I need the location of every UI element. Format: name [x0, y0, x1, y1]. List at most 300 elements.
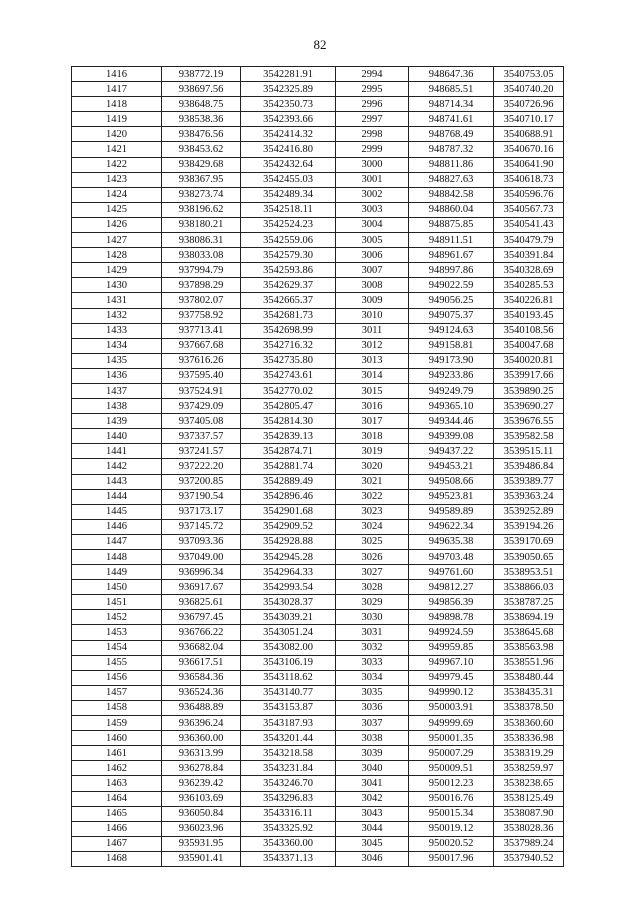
y-coordinate-right: 3538259.97	[494, 761, 564, 776]
point-number-right: 3007	[336, 263, 409, 278]
point-number-right: 3035	[336, 685, 409, 700]
y-coordinate-left: 3542629.37	[241, 278, 336, 293]
point-number-right: 3046	[336, 851, 409, 866]
x-coordinate-left: 938196.62	[162, 202, 241, 217]
y-coordinate-right: 3540328.69	[494, 263, 564, 278]
y-coordinate-left: 3543118.62	[241, 670, 336, 685]
coordinates-table-body	[72, 67, 564, 867]
y-coordinate-right: 3539917.66	[494, 368, 564, 383]
y-coordinate-right: 3538866.03	[494, 580, 564, 595]
table-row	[72, 293, 564, 308]
point-number-left: 1430	[72, 278, 162, 293]
y-coordinate-left: 3543246.70	[241, 776, 336, 791]
x-coordinate-left: 935901.41	[162, 851, 241, 866]
x-coordinate-left: 937524.91	[162, 383, 241, 398]
x-coordinate-right: 948860.04	[409, 202, 494, 217]
y-coordinate-right: 3539676.55	[494, 414, 564, 429]
point-number-left: 1452	[72, 610, 162, 625]
point-number-right: 3001	[336, 172, 409, 187]
y-coordinate-left: 3543325.92	[241, 821, 336, 836]
table-row	[72, 353, 564, 368]
y-coordinate-right: 3540108.56	[494, 323, 564, 338]
table-row	[72, 836, 564, 851]
y-coordinate-right: 3540670.16	[494, 142, 564, 157]
y-coordinate-right: 3538563.98	[494, 640, 564, 655]
y-coordinate-left: 3542839.13	[241, 429, 336, 444]
x-coordinate-right: 949979.45	[409, 670, 494, 685]
x-coordinate-right: 948997.86	[409, 263, 494, 278]
x-coordinate-left: 937994.79	[162, 263, 241, 278]
table-row	[72, 187, 564, 202]
x-coordinate-right: 949990.12	[409, 685, 494, 700]
x-coordinate-right: 949999.69	[409, 716, 494, 731]
point-number-right: 3039	[336, 746, 409, 761]
y-coordinate-left: 3542896.46	[241, 489, 336, 504]
table-row	[72, 338, 564, 353]
x-coordinate-right: 950007.29	[409, 746, 494, 761]
x-coordinate-right: 949508.66	[409, 474, 494, 489]
table-row	[72, 625, 564, 640]
point-number-right: 3042	[336, 791, 409, 806]
point-number-left: 1440	[72, 429, 162, 444]
x-coordinate-left: 937222.20	[162, 459, 241, 474]
point-number-right: 3017	[336, 414, 409, 429]
point-number-left: 1459	[72, 716, 162, 731]
x-coordinate-left: 938538.36	[162, 112, 241, 127]
point-number-left: 1428	[72, 248, 162, 263]
point-number-left: 1453	[72, 625, 162, 640]
table-row	[72, 519, 564, 534]
x-coordinate-right: 949344.46	[409, 414, 494, 429]
x-coordinate-right: 948647.36	[409, 67, 494, 82]
x-coordinate-left: 938476.56	[162, 127, 241, 142]
point-number-right: 3024	[336, 519, 409, 534]
y-coordinate-left: 3542945.28	[241, 550, 336, 565]
y-coordinate-right: 3540226.81	[494, 293, 564, 308]
point-number-left: 1455	[72, 655, 162, 670]
point-number-right: 3010	[336, 308, 409, 323]
x-coordinate-right: 948961.67	[409, 248, 494, 263]
point-number-right: 3044	[336, 821, 409, 836]
table-row	[72, 323, 564, 338]
x-coordinate-right: 949898.78	[409, 610, 494, 625]
table-row	[72, 383, 564, 398]
y-coordinate-right: 3539389.77	[494, 474, 564, 489]
y-coordinate-right: 3538694.19	[494, 610, 564, 625]
y-coordinate-right: 3540641.90	[494, 157, 564, 172]
y-coordinate-right: 3539252.89	[494, 504, 564, 519]
x-coordinate-right: 949437.22	[409, 444, 494, 459]
y-coordinate-right: 3538953.51	[494, 565, 564, 580]
point-number-left: 1447	[72, 534, 162, 549]
y-coordinate-left: 3543296.83	[241, 791, 336, 806]
point-number-right: 3021	[336, 474, 409, 489]
point-number-left: 1426	[72, 217, 162, 232]
y-coordinate-right: 3538125.49	[494, 791, 564, 806]
x-coordinate-right: 950015.34	[409, 806, 494, 821]
x-coordinate-right: 948741.61	[409, 112, 494, 127]
table-row	[72, 565, 564, 580]
y-coordinate-right: 3540541.43	[494, 217, 564, 232]
x-coordinate-right: 950016.76	[409, 791, 494, 806]
x-coordinate-right: 950009.51	[409, 761, 494, 776]
point-number-left: 1441	[72, 444, 162, 459]
y-coordinate-left: 3543316.11	[241, 806, 336, 821]
table-row	[72, 550, 564, 565]
x-coordinate-left: 938273.74	[162, 187, 241, 202]
x-coordinate-right: 948811.86	[409, 157, 494, 172]
y-coordinate-right: 3540193.45	[494, 308, 564, 323]
table-row	[72, 580, 564, 595]
x-coordinate-left: 937667.68	[162, 338, 241, 353]
y-coordinate-left: 3542518.11	[241, 202, 336, 217]
point-number-left: 1419	[72, 112, 162, 127]
x-coordinate-right: 950001.35	[409, 731, 494, 746]
y-coordinate-right: 3538645.68	[494, 625, 564, 640]
x-coordinate-right: 948714.34	[409, 97, 494, 112]
x-coordinate-left: 936313.99	[162, 746, 241, 761]
x-coordinate-left: 936023.96	[162, 821, 241, 836]
point-number-left: 1444	[72, 489, 162, 504]
point-number-right: 3045	[336, 836, 409, 851]
x-coordinate-right: 950012.23	[409, 776, 494, 791]
point-number-right: 3015	[336, 383, 409, 398]
point-number-left: 1418	[72, 97, 162, 112]
table-row	[72, 172, 564, 187]
y-coordinate-left: 3543231.84	[241, 761, 336, 776]
x-coordinate-right: 949959.85	[409, 640, 494, 655]
point-number-right: 3018	[336, 429, 409, 444]
point-number-left: 1420	[72, 127, 162, 142]
x-coordinate-left: 938648.75	[162, 97, 241, 112]
table-row	[72, 851, 564, 866]
y-coordinate-right: 3539690.27	[494, 399, 564, 414]
x-coordinate-right: 950017.96	[409, 851, 494, 866]
x-coordinate-left: 936996.34	[162, 565, 241, 580]
x-coordinate-right: 949622.34	[409, 519, 494, 534]
y-coordinate-right: 3537940.52	[494, 851, 564, 866]
x-coordinate-left: 936360.00	[162, 731, 241, 746]
x-coordinate-right: 948768.49	[409, 127, 494, 142]
point-number-left: 1442	[72, 459, 162, 474]
y-coordinate-right: 3540618.73	[494, 172, 564, 187]
y-coordinate-right: 3539194.26	[494, 519, 564, 534]
page-number: 82	[313, 37, 327, 52]
point-number-left: 1464	[72, 791, 162, 806]
table-row	[72, 761, 564, 776]
x-coordinate-left: 938697.56	[162, 82, 241, 97]
point-number-left: 1436	[72, 368, 162, 383]
y-coordinate-left: 3542909.52	[241, 519, 336, 534]
point-number-left: 1448	[72, 550, 162, 565]
x-coordinate-right: 949365.10	[409, 399, 494, 414]
point-number-left: 1468	[72, 851, 162, 866]
x-coordinate-right: 949523.81	[409, 489, 494, 504]
y-coordinate-left: 3542770.02	[241, 383, 336, 398]
y-coordinate-left: 3542814.30	[241, 414, 336, 429]
point-number-left: 1439	[72, 414, 162, 429]
point-number-right: 3003	[336, 202, 409, 217]
x-coordinate-left: 937241.57	[162, 444, 241, 459]
x-coordinate-left: 938033.08	[162, 248, 241, 263]
x-coordinate-right: 949124.63	[409, 323, 494, 338]
y-coordinate-left: 3543028.37	[241, 595, 336, 610]
table-row	[72, 217, 564, 232]
point-number-left: 1450	[72, 580, 162, 595]
x-coordinate-left: 937713.41	[162, 323, 241, 338]
y-coordinate-right: 3540391.84	[494, 248, 564, 263]
x-coordinate-right: 949856.39	[409, 595, 494, 610]
y-coordinate-left: 3543051.24	[241, 625, 336, 640]
y-coordinate-left: 3542593.86	[241, 263, 336, 278]
point-number-left: 1467	[72, 836, 162, 851]
point-number-left: 1422	[72, 157, 162, 172]
x-coordinate-left: 937200.85	[162, 474, 241, 489]
point-number-right: 3023	[336, 504, 409, 519]
y-coordinate-left: 3542874.71	[241, 444, 336, 459]
y-coordinate-left: 3542716.32	[241, 338, 336, 353]
table-row	[72, 142, 564, 157]
y-coordinate-right: 3540740.20	[494, 82, 564, 97]
point-number-left: 1432	[72, 308, 162, 323]
y-coordinate-left: 3542928.88	[241, 534, 336, 549]
x-coordinate-right: 949589.89	[409, 504, 494, 519]
point-number-left: 1465	[72, 806, 162, 821]
table-row	[72, 685, 564, 700]
table-row	[72, 716, 564, 731]
table-row	[72, 610, 564, 625]
table-row	[72, 776, 564, 791]
table-row	[72, 263, 564, 278]
table-row	[72, 655, 564, 670]
point-number-left: 1431	[72, 293, 162, 308]
y-coordinate-right: 3540285.53	[494, 278, 564, 293]
point-number-left: 1466	[72, 821, 162, 836]
y-coordinate-left: 3543201.44	[241, 731, 336, 746]
table-row	[72, 670, 564, 685]
point-number-left: 1451	[72, 595, 162, 610]
x-coordinate-right: 949022.59	[409, 278, 494, 293]
x-coordinate-left: 936584.36	[162, 670, 241, 685]
y-coordinate-right: 3538336.98	[494, 731, 564, 746]
x-coordinate-left: 936524.36	[162, 685, 241, 700]
x-coordinate-right: 949399.08	[409, 429, 494, 444]
point-number-left: 1445	[72, 504, 162, 519]
x-coordinate-right: 949249.79	[409, 383, 494, 398]
table-row	[72, 97, 564, 112]
x-coordinate-left: 937898.29	[162, 278, 241, 293]
x-coordinate-right: 949233.86	[409, 368, 494, 383]
y-coordinate-left: 3542681.73	[241, 308, 336, 323]
point-number-left: 1449	[72, 565, 162, 580]
y-coordinate-right: 3539486.84	[494, 459, 564, 474]
x-coordinate-left: 937758.92	[162, 308, 241, 323]
point-number-left: 1446	[72, 519, 162, 534]
point-number-right: 3037	[336, 716, 409, 731]
x-coordinate-left: 937802.07	[162, 293, 241, 308]
y-coordinate-left: 3542325.89	[241, 82, 336, 97]
point-number-left: 1463	[72, 776, 162, 791]
x-coordinate-right: 949158.81	[409, 338, 494, 353]
point-number-left: 1427	[72, 233, 162, 248]
y-coordinate-left: 3543218.58	[241, 746, 336, 761]
table-row	[72, 731, 564, 746]
table-row	[72, 399, 564, 414]
table-row	[72, 700, 564, 715]
point-number-left: 1460	[72, 731, 162, 746]
point-number-left: 1429	[72, 263, 162, 278]
table-row	[72, 444, 564, 459]
y-coordinate-right: 3540479.79	[494, 233, 564, 248]
point-number-right: 3038	[336, 731, 409, 746]
x-coordinate-left: 935931.95	[162, 836, 241, 851]
y-coordinate-right: 3539170.69	[494, 534, 564, 549]
point-number-right: 3019	[336, 444, 409, 459]
point-number-left: 1443	[72, 474, 162, 489]
point-number-left: 1416	[72, 67, 162, 82]
x-coordinate-left: 936103.69	[162, 791, 241, 806]
point-number-right: 3022	[336, 489, 409, 504]
y-coordinate-left: 3542665.37	[241, 293, 336, 308]
x-coordinate-right: 949924.59	[409, 625, 494, 640]
y-coordinate-left: 3543039.21	[241, 610, 336, 625]
x-coordinate-left: 936278.84	[162, 761, 241, 776]
y-coordinate-right: 3537989.24	[494, 836, 564, 851]
point-number-left: 1437	[72, 383, 162, 398]
x-coordinate-left: 938772.19	[162, 67, 241, 82]
x-coordinate-left: 937145.72	[162, 519, 241, 534]
y-coordinate-left: 3543371.13	[241, 851, 336, 866]
table-row	[72, 278, 564, 293]
point-number-left: 1423	[72, 172, 162, 187]
coordinates-table	[71, 66, 564, 867]
y-coordinate-left: 3542964.33	[241, 565, 336, 580]
point-number-right: 3025	[336, 534, 409, 549]
point-number-right: 3006	[336, 248, 409, 263]
point-number-right: 3009	[336, 293, 409, 308]
table-row	[72, 534, 564, 549]
y-coordinate-right: 3539890.25	[494, 383, 564, 398]
x-coordinate-left: 938180.21	[162, 217, 241, 232]
table-row	[72, 202, 564, 217]
x-coordinate-left: 936766.22	[162, 625, 241, 640]
table-row	[72, 791, 564, 806]
x-coordinate-right: 949173.90	[409, 353, 494, 368]
x-coordinate-left: 936239.42	[162, 776, 241, 791]
table-row	[72, 82, 564, 97]
y-coordinate-left: 3542489.34	[241, 187, 336, 202]
point-number-right: 3016	[336, 399, 409, 414]
y-coordinate-left: 3542524.23	[241, 217, 336, 232]
y-coordinate-left: 3542281.91	[241, 67, 336, 82]
y-coordinate-left: 3542350.73	[241, 97, 336, 112]
x-coordinate-right: 949703.48	[409, 550, 494, 565]
point-number-right: 3040	[336, 761, 409, 776]
table-row	[72, 429, 564, 444]
table-row	[72, 806, 564, 821]
point-number-right: 3028	[336, 580, 409, 595]
point-number-right: 3008	[336, 278, 409, 293]
x-coordinate-right: 949635.38	[409, 534, 494, 549]
point-number-left: 1417	[72, 82, 162, 97]
y-coordinate-left: 3542735.80	[241, 353, 336, 368]
x-coordinate-right: 948911.51	[409, 233, 494, 248]
point-number-right: 3036	[336, 700, 409, 715]
point-number-left: 1458	[72, 700, 162, 715]
point-number-right: 3032	[336, 640, 409, 655]
point-number-right: 2996	[336, 97, 409, 112]
table-row	[72, 233, 564, 248]
point-number-left: 1435	[72, 353, 162, 368]
point-number-right: 3034	[336, 670, 409, 685]
point-number-right: 3026	[336, 550, 409, 565]
x-coordinate-left: 936682.04	[162, 640, 241, 655]
x-coordinate-left: 937173.17	[162, 504, 241, 519]
y-coordinate-right: 3540047.68	[494, 338, 564, 353]
table-row	[72, 368, 564, 383]
x-coordinate-left: 938367.95	[162, 172, 241, 187]
y-coordinate-right: 3540020.81	[494, 353, 564, 368]
y-coordinate-left: 3542698.99	[241, 323, 336, 338]
y-coordinate-right: 3539582.58	[494, 429, 564, 444]
y-coordinate-right: 3538028.36	[494, 821, 564, 836]
point-number-right: 3027	[336, 565, 409, 580]
table-row	[72, 489, 564, 504]
y-coordinate-right: 3538435.31	[494, 685, 564, 700]
x-coordinate-left: 936797.45	[162, 610, 241, 625]
y-coordinate-right: 3538087.90	[494, 806, 564, 821]
y-coordinate-left: 3542743.61	[241, 368, 336, 383]
y-coordinate-right: 3538787.25	[494, 595, 564, 610]
y-coordinate-right: 3540726.96	[494, 97, 564, 112]
y-coordinate-right: 3538238.65	[494, 776, 564, 791]
point-number-left: 1425	[72, 202, 162, 217]
y-coordinate-right: 3540710.17	[494, 112, 564, 127]
point-number-right: 3020	[336, 459, 409, 474]
point-number-right: 3031	[336, 625, 409, 640]
y-coordinate-left: 3542993.54	[241, 580, 336, 595]
point-number-left: 1457	[72, 685, 162, 700]
x-coordinate-left: 936050.84	[162, 806, 241, 821]
y-coordinate-left: 3542805.47	[241, 399, 336, 414]
x-coordinate-left: 937093.36	[162, 534, 241, 549]
y-coordinate-right: 3540753.05	[494, 67, 564, 82]
point-number-left: 1424	[72, 187, 162, 202]
x-coordinate-right: 948685.51	[409, 82, 494, 97]
x-coordinate-right: 949812.27	[409, 580, 494, 595]
table-row	[72, 127, 564, 142]
x-coordinate-right: 949056.25	[409, 293, 494, 308]
table-row	[72, 67, 564, 82]
point-number-right: 3011	[336, 323, 409, 338]
x-coordinate-right: 948787.32	[409, 142, 494, 157]
y-coordinate-right: 3540596.76	[494, 187, 564, 202]
y-coordinate-right: 3540567.73	[494, 202, 564, 217]
x-coordinate-right: 950019.12	[409, 821, 494, 836]
table-row	[72, 248, 564, 263]
point-number-right: 3041	[336, 776, 409, 791]
table-row	[72, 595, 564, 610]
x-coordinate-left: 938453.62	[162, 142, 241, 157]
point-number-right: 3000	[336, 157, 409, 172]
point-number-right: 3014	[336, 368, 409, 383]
table-row	[72, 640, 564, 655]
y-coordinate-right: 3539363.24	[494, 489, 564, 504]
point-number-right: 2995	[336, 82, 409, 97]
point-number-left: 1434	[72, 338, 162, 353]
table-row	[72, 821, 564, 836]
x-coordinate-right: 949075.37	[409, 308, 494, 323]
